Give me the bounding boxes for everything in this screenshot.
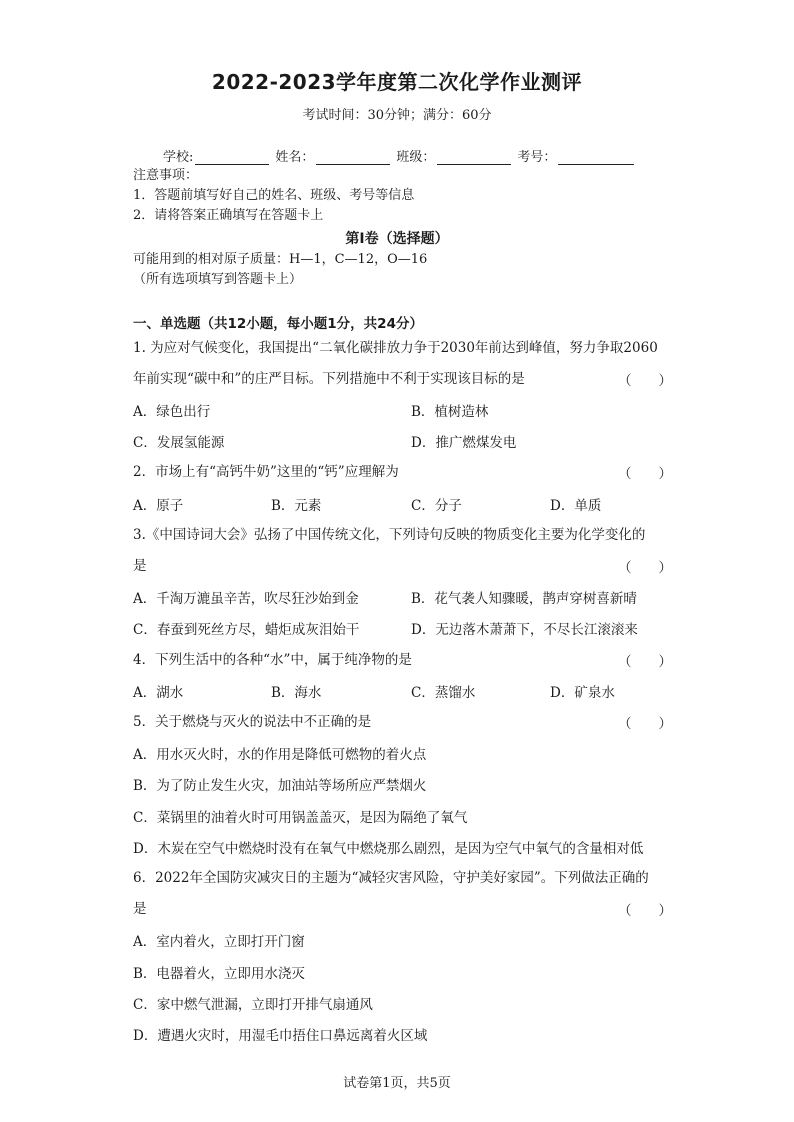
answer-bracket: （ ） [618,716,672,732]
exam-subtitle: 考试时间：30分钟；满分：60分 [302,108,492,123]
page-footer: 试卷第1页，共5页 [343,1076,451,1091]
name-label: 姓名： [275,150,315,165]
q5-option-a: A．用水灭火时，水的作用是降低可燃物的着火点 [133,747,427,763]
q3-option-d: D．无边落木萧萧下，不尽长江滚滚来 [411,622,638,638]
class-blank[interactable] [437,150,511,165]
question-4-line1: 4．下列生活中的各种“水”中，属于纯净物的是 [133,652,412,668]
question-6-line1: 6．2022年全国防灾减灾日的主题为“减轻灾害风险，守护美好家园”。下列做法正确的 [133,870,649,886]
atomic-mass-block [133,250,427,290]
answer-bracket: （ ） [618,654,672,670]
question-2-line1: 2．市场上有“高钙牛奶”这里的“钙”应理解为 [133,464,399,480]
question-6-line2: 是 [133,901,147,917]
q1-option-c: C．发展氢能源 [133,435,225,451]
q6-option-d: D．遭遇火灾时，用湿毛巾捂住口鼻远离着火区域 [133,1028,428,1044]
q4-option-b: B．海水 [271,685,322,701]
q3-option-b: B．花气袭人知骤暖，鹊声穿树喜新晴 [411,591,637,607]
student-info-line [163,146,640,165]
page-title: 2022-2023学年度第二次化学作业测评 [211,70,583,94]
notes-item: 1．答题前填写好自己的姓名、班级、考号等信息 [133,188,415,203]
notes-item: 2．请将答案正确填写在答题卡上 [133,208,324,223]
q5-option-b: B．为了防止发生火灾，加油站等场所应严禁烟火 [133,778,427,794]
q3-option-c: C．春蚕到死丝方尽，蜡炬成灰泪始干 [133,622,360,638]
q1-option-b: B．植树造林 [411,404,489,420]
class-label: 班级： [396,150,436,165]
q2-option-b: B．元素 [271,498,322,514]
q6-option-a: A．室内着火，立即打开门窗 [133,934,305,950]
atomic-mass-note: 可能用到的相对原子质量：H—1，C—12，O—16 [133,252,428,267]
q5-option-c: C．菜锅里的油着火时可用锅盖盖灭，是因为隔绝了氧气 [133,810,468,826]
question-5-line1: 5．关于燃烧与灭火的说法中不正确的是 [133,714,372,730]
answer-bracket: （ ） [618,466,672,482]
exam-no-blank[interactable] [558,150,634,165]
question-3-line2: 是 [133,558,147,574]
q1-option-d: D．推广燃煤发电 [411,435,517,451]
q4-option-c: C．蒸馏水 [411,685,476,701]
name-blank[interactable] [316,150,390,165]
answer-bracket: （ ） [618,560,672,576]
q3-option-a: A．千淘万漉虽辛苦，吹尽狂沙始到金 [133,591,359,607]
section-heading: 第I卷（选择题） [345,231,449,247]
notes-heading: 注意事项： [133,168,199,183]
part-heading: 一、单选题（共12小题，每小题1分，共24分） [133,316,423,332]
answer-bracket: （ ） [618,903,672,919]
q4-option-a: A．湖水 [133,685,184,701]
q2-option-d: D．单质 [550,498,602,514]
q4-option-d: D．矿泉水 [550,685,615,701]
q2-option-c: C．分子 [411,498,462,514]
question-1-line1: 1. 为应对气候变化，我国提出“二氧化碳排放力争于2030年前达到峰值，努力争取2060 [133,340,658,356]
exam-no-label: 考号： [517,150,557,165]
q1-option-a: A．绿色出行 [133,404,211,420]
answer-sheet-note: （所有选项填写到答题卡上） [133,272,303,287]
school-label: 学校: [163,150,194,165]
question-1-line2: 年前实现“碳中和”的庄严目标。下列措施中不利于实现该目标的是 [133,371,525,387]
q5-option-d: D．木炭在空气中燃烧时没有在氧气中燃烧那么剧烈，是因为空气中氧气的含量相对低 [133,841,644,857]
question-3-line1: 3.《中国诗词大会》弘扬了中国传统文化，下列诗句反映的物质变化主要为化学变化的 [133,527,646,543]
q2-option-a: A．原子 [133,498,184,514]
school-blank[interactable] [195,150,269,165]
answer-bracket: （ ） [618,373,672,389]
notes-block [133,166,414,226]
q6-option-c: C．家中燃气泄漏，立即打开排气扇通风 [133,997,373,1013]
q6-option-b: B．电器着火，立即用水浇灭 [133,966,305,982]
